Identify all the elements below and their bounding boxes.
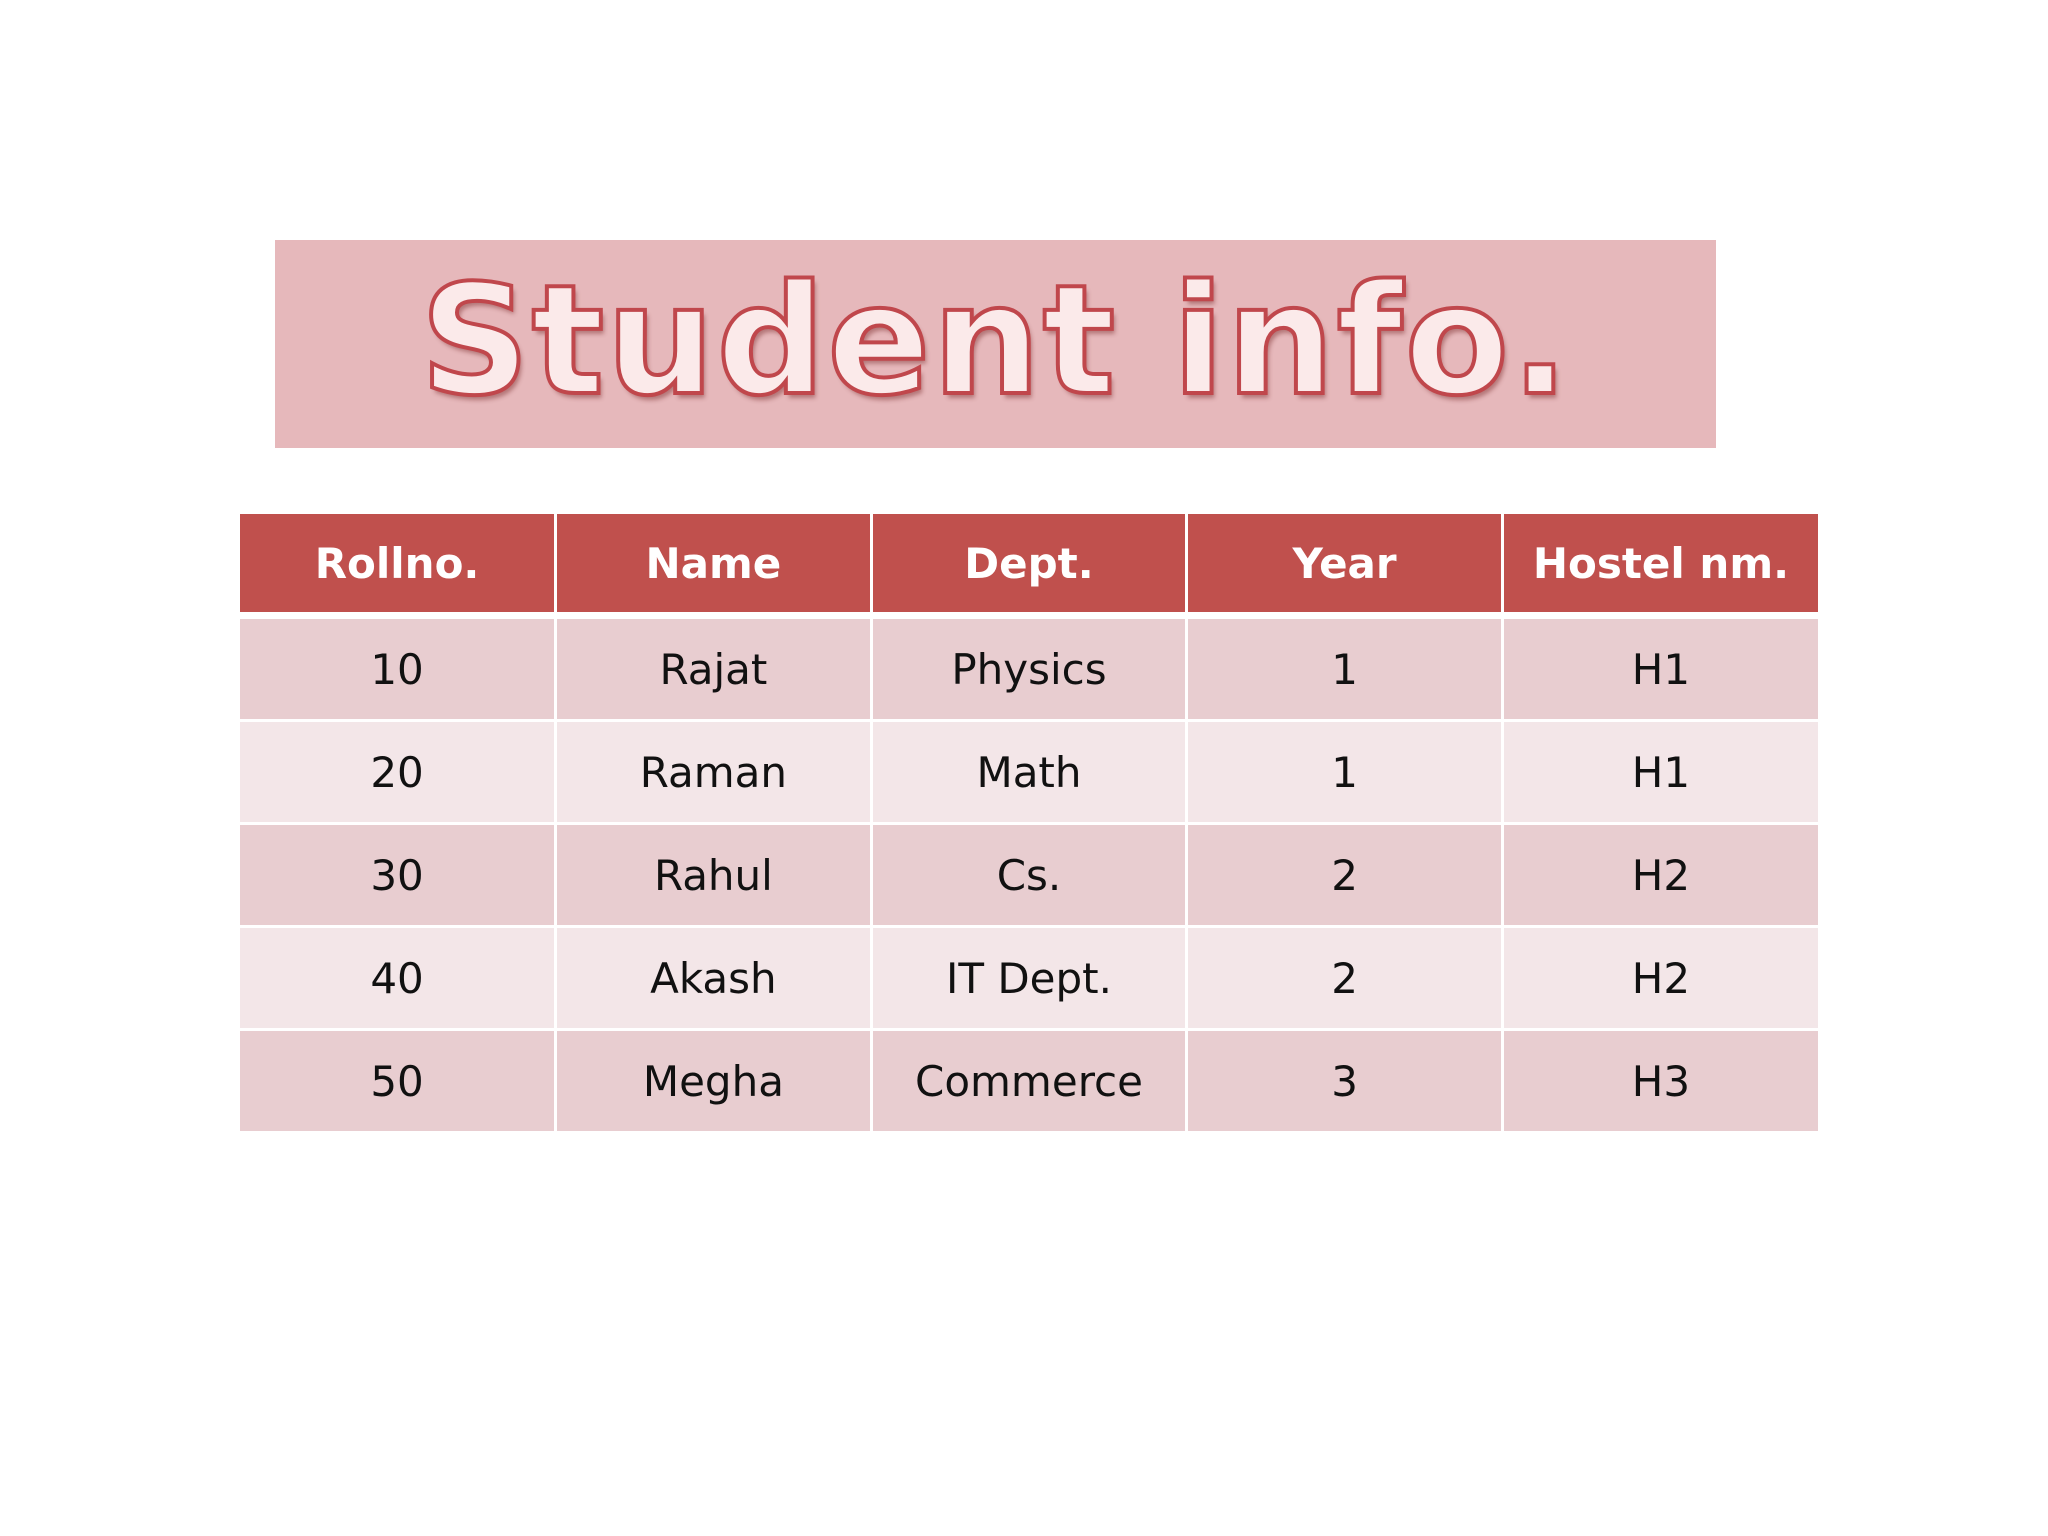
- cell-dept: Math: [871, 721, 1187, 824]
- cell-year: 1: [1187, 616, 1503, 721]
- cell-rollno: 10: [240, 616, 556, 721]
- header-year: Year: [1187, 514, 1503, 616]
- cell-name: Raman: [556, 721, 872, 824]
- table-header-row: [240, 514, 1818, 616]
- cell-year: 2: [1187, 824, 1503, 927]
- table-row: [240, 927, 1818, 1030]
- cell-dept: Commerce: [871, 1030, 1187, 1133]
- cell-hostel: H2: [1502, 927, 1818, 1030]
- table-row: [240, 1030, 1818, 1133]
- cell-name: Megha: [556, 1030, 872, 1133]
- cell-rollno: 40: [240, 927, 556, 1030]
- cell-year: 1: [1187, 721, 1503, 824]
- cell-dept: Physics: [871, 616, 1187, 721]
- cell-name: Akash: [556, 927, 872, 1030]
- cell-dept: Cs.: [871, 824, 1187, 927]
- cell-hostel: H1: [1502, 616, 1818, 721]
- page-title: Student info.: [420, 252, 1571, 429]
- header-name: Name: [556, 514, 872, 616]
- cell-rollno: 50: [240, 1030, 556, 1133]
- table-row: [240, 616, 1818, 721]
- table-row: [240, 824, 1818, 927]
- cell-rollno: 30: [240, 824, 556, 927]
- cell-year: 3: [1187, 1030, 1503, 1133]
- cell-dept: IT Dept.: [871, 927, 1187, 1030]
- cell-name: Rajat: [556, 616, 872, 721]
- student-table: [240, 514, 1818, 1134]
- header-rollno: Rollno.: [240, 514, 556, 616]
- cell-name: Rahul: [556, 824, 872, 927]
- cell-hostel: H1: [1502, 721, 1818, 824]
- table-row: [240, 721, 1818, 824]
- cell-hostel: H2: [1502, 824, 1818, 927]
- header-hostel: Hostel nm.: [1502, 514, 1818, 616]
- cell-year: 2: [1187, 927, 1503, 1030]
- cell-rollno: 20: [240, 721, 556, 824]
- cell-hostel: H3: [1502, 1030, 1818, 1133]
- header-dept: Dept.: [871, 514, 1187, 616]
- title-banner: [275, 240, 1716, 448]
